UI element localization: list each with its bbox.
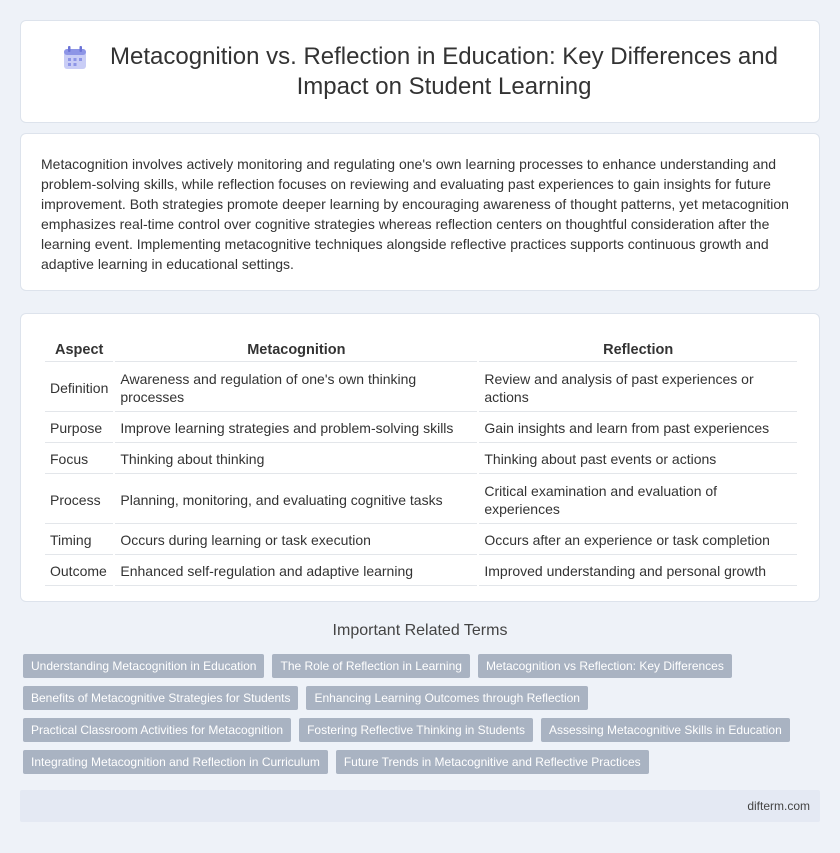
header-reflection: Reflection (479, 338, 797, 362)
tag-row (23, 654, 823, 678)
table-cell-metacognition: Enhanced self-regulation and adaptive learning (115, 557, 477, 586)
comparison-table (43, 336, 799, 588)
page-title (110, 42, 778, 102)
table-cell-metacognition: Occurs during learning or task execution (115, 526, 477, 555)
header-metacognition: Metacognition (115, 338, 477, 362)
related-term-link[interactable]: Practical Classroom Activities for Metacognition (23, 718, 291, 742)
table-cell-metacognition: Planning, monitoring, and evaluating cognitive tasks (115, 476, 477, 524)
table-row (45, 364, 797, 412)
page-title-line2: Impact on Student Learning (296, 72, 592, 100)
related-term-link[interactable]: Fostering Reflective Thinking in Students (299, 718, 533, 742)
table-cell-aspect: Focus (45, 445, 113, 474)
related-term-link[interactable]: Metacognition vs Reflection: Key Differences (478, 654, 732, 678)
table-cell-metacognition: Thinking about thinking (115, 445, 477, 474)
table-row (45, 476, 797, 524)
related-terms-title: Important Related Terms (332, 622, 508, 639)
table-cell-aspect: Process (45, 476, 113, 524)
table-cell-reflection: Occurs after an experience or task completion (479, 526, 797, 555)
comparison-table-card (20, 313, 820, 602)
table-cell-reflection: Gain insights and learn from past experiences (479, 414, 797, 443)
table-cell-metacognition: Awareness and regulation of one's own thinking processes (115, 364, 477, 412)
table-cell-reflection: Thinking about past events or actions (479, 445, 797, 474)
calendar-icon (62, 45, 88, 71)
related-terms-list (23, 654, 823, 782)
tag-row (23, 750, 823, 774)
tag-row (23, 686, 823, 710)
page-title-line1: Metacognition vs. Reflection in Education: Key Differences and (110, 42, 778, 70)
table-cell-aspect: Outcome (45, 557, 113, 586)
intro-paragraph: Metacognition involves actively monitoring and regulating one's own learning processes to enhance understanding and problem-solving skills, while reflection focuses on reviewing and evaluating past experiences to gain insights for future improvement. Both strategies promote deeper learning by encouraging awareness of thought patterns, yet metacognition emphasizes real-time control over cognitive strategies whereas reflection centers on thoughtful consideration after the learning event. Implementing metacognitive techniques alongside reflective practices supports continuous growth and adaptive learning in educational settings. (41, 156, 789, 272)
header-card (20, 20, 820, 123)
table-cell-aspect: Purpose (45, 414, 113, 443)
table-cell-aspect: Timing (45, 526, 113, 555)
table-cell-aspect: Definition (45, 364, 113, 412)
related-term-link[interactable]: The Role of Reflection in Learning (272, 654, 469, 678)
header (21, 21, 819, 122)
intro-card (20, 133, 820, 291)
related-term-link[interactable]: Integrating Metacognition and Reflection in Curriculum (23, 750, 328, 774)
table-cell-metacognition: Improve learning strategies and problem-solving skills (115, 414, 477, 443)
table-cell-reflection: Review and analysis of past experiences or actions (479, 364, 797, 412)
footer-site-link[interactable]: difterm.com (747, 799, 810, 813)
footer (20, 790, 820, 822)
table-cell-reflection: Improved understanding and personal growth (479, 557, 797, 586)
table-cell-reflection: Critical examination and evaluation of experiences (479, 476, 797, 524)
tag-row (23, 718, 823, 742)
header-aspect: Aspect (45, 338, 113, 362)
table-row (45, 526, 797, 555)
table-row (45, 557, 797, 586)
related-term-link[interactable]: Assessing Metacognitive Skills in Education (541, 718, 790, 742)
related-term-link[interactable]: Benefits of Metacognitive Strategies for Students (23, 686, 298, 710)
table-row (45, 414, 797, 443)
table-header-row (45, 338, 797, 362)
related-term-link[interactable]: Understanding Metacognition in Education (23, 654, 264, 678)
related-term-link[interactable]: Future Trends in Metacognitive and Reflective Practices (336, 750, 649, 774)
table-row (45, 445, 797, 474)
related-term-link[interactable]: Enhancing Learning Outcomes through Reflection (306, 686, 588, 710)
